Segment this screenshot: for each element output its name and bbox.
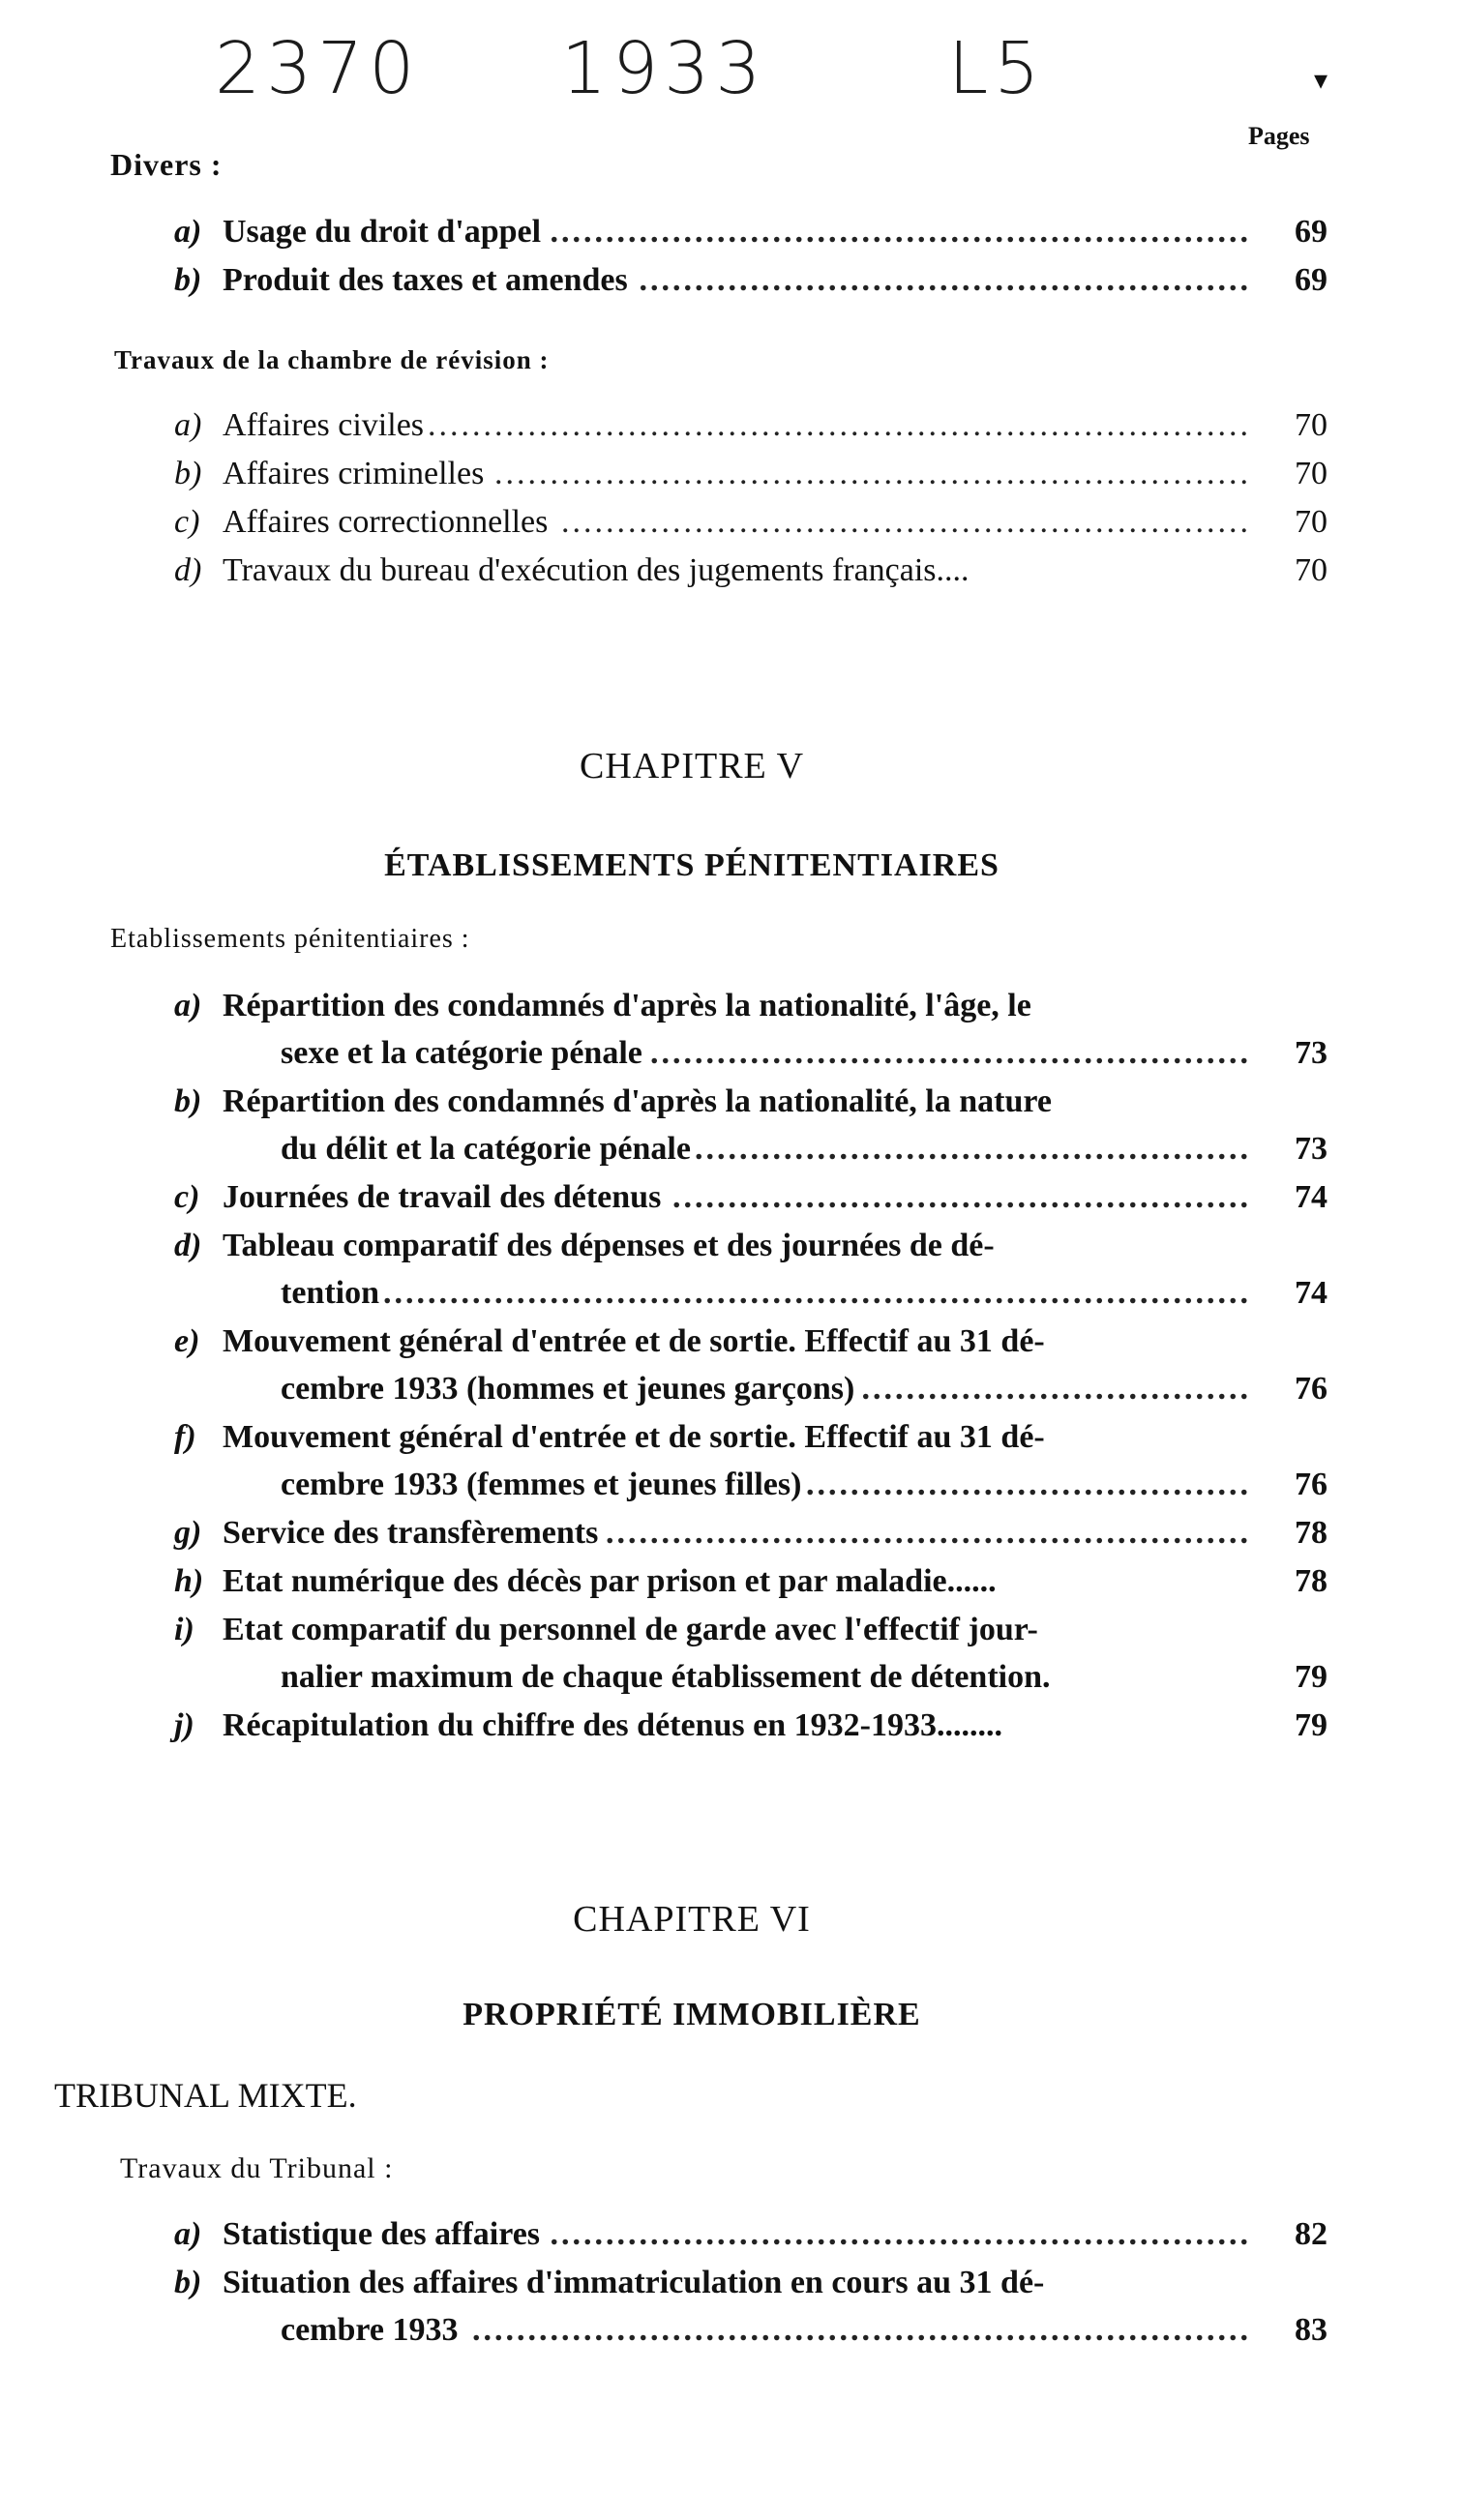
toc-letter: i)	[174, 1612, 194, 1647]
toc-page-number: 69	[1295, 262, 1328, 298]
toc-text: nalier maximum de chaque établissement de détention.	[281, 1659, 1051, 1695]
toc-line	[174, 1509, 1328, 1556]
toc-text: Travaux du bureau d'exécution des jugements français....	[223, 552, 970, 588]
toc-line	[174, 1606, 1328, 1653]
toc-entry	[174, 2210, 1328, 2258]
toc-text: cembre 1933 (hommes et jeunes garçons)	[281, 1371, 855, 1407]
chapter5-section-title: Etablissements pénitentiaires :	[110, 924, 470, 954]
toc-entry	[174, 1078, 1328, 1172]
toc-letter: c)	[174, 504, 200, 540]
chapter6-heading: CHAPITRE VI	[573, 1899, 811, 1940]
toc-text: Récapitulation du chiffre des détenus en 1932-1933........	[223, 1707, 1002, 1743]
toc-line	[174, 1702, 1328, 1749]
toc-line	[174, 2210, 1328, 2258]
leader-dots: ...................................	[861, 1371, 1251, 1407]
toc-page-number: 76	[1295, 1467, 1328, 1502]
toc-text: Statistique des affaires	[223, 2216, 541, 2252]
toc-line	[174, 2259, 1328, 2306]
toc-text: sexe et la catégorie pénale	[281, 1035, 642, 1071]
toc-page-number: 79	[1295, 1707, 1328, 1743]
leader-dots: ...............................................................	[550, 214, 1251, 250]
toc-text: Répartition des condamnés d'après la nationalité, l'âge, le	[223, 988, 1031, 1023]
toc-line	[174, 1173, 1328, 1221]
toc-letter: f)	[174, 1419, 196, 1455]
toc-entry	[174, 2259, 1328, 2354]
toc-entry	[174, 982, 1328, 1077]
toc-letter: a)	[174, 214, 202, 250]
toc-line	[174, 450, 1328, 497]
toc-line	[174, 1078, 1328, 1125]
toc-line	[174, 1318, 1328, 1365]
corner-mark: ▾	[1314, 66, 1328, 96]
toc-line	[174, 1413, 1328, 1461]
toc-line	[174, 498, 1328, 546]
toc-page-number: 78	[1295, 1515, 1328, 1551]
toc-line	[174, 208, 1328, 255]
toc-text: Mouvement général d'entrée et de sortie. Effectif au 31 dé-	[223, 1419, 1045, 1455]
leader-dots: ..................................................	[695, 1131, 1251, 1167]
toc-entry	[174, 498, 1328, 546]
toc-entry	[174, 1173, 1328, 1221]
handwritten-year: 1933	[561, 27, 767, 110]
toc-text: Produit des taxes et amendes	[223, 262, 628, 298]
toc-letter: b)	[174, 262, 202, 298]
toc-page-number: 79	[1295, 1659, 1328, 1695]
toc-letter: d)	[174, 552, 202, 588]
chapter6-subtitle: PROPRIÉTÉ IMMOBILIÈRE	[462, 1997, 921, 2032]
toc-line	[174, 1653, 1328, 1701]
toc-text: du délit et la catégorie pénale	[281, 1131, 691, 1167]
toc-page-number: 76	[1295, 1371, 1328, 1407]
toc-entry	[174, 1606, 1328, 1701]
leader-dots: ....................................................	[672, 1179, 1251, 1215]
toc-entry	[174, 208, 1328, 255]
toc-line	[174, 1222, 1328, 1269]
leader-dots: ...............................................................	[550, 2216, 1251, 2252]
toc-line	[174, 2306, 1328, 2354]
toc-text: Journées de travail des détenus	[223, 1179, 662, 1215]
toc-text: Etat comparatif du personnel de garde avec l'effectif jour-	[223, 1612, 1038, 1647]
toc-entry	[174, 1318, 1328, 1412]
toc-letter: j)	[174, 1707, 194, 1743]
toc-entry	[174, 1222, 1328, 1317]
toc-text: tention	[281, 1275, 379, 1311]
toc-text: Affaires correctionnelles	[223, 504, 549, 540]
handwritten-number: 2370	[215, 27, 421, 110]
handwritten-code: L5	[948, 27, 1046, 110]
toc-letter: b)	[174, 1083, 202, 1119]
pages-column-header: Pages	[1248, 122, 1310, 150]
leader-dots: ..............................................................................	[383, 1275, 1251, 1311]
toc-page-number: 69	[1295, 214, 1328, 250]
toc-entry	[174, 547, 1328, 594]
toc-letter: g)	[174, 1515, 202, 1551]
toc-line	[174, 1557, 1328, 1605]
toc-entry	[174, 401, 1328, 449]
revision-title: Travaux de la chambre de révision :	[114, 345, 550, 374]
toc-entry	[174, 1509, 1328, 1556]
toc-text: Mouvement général d'entrée et de sortie. Effectif au 31 dé-	[223, 1323, 1045, 1359]
toc-letter: c)	[174, 1179, 200, 1215]
toc-text: Situation des affaires d'immatriculation en cours au 31 dé-	[223, 2265, 1045, 2300]
toc-entry	[174, 450, 1328, 497]
divers-title: Divers :	[110, 147, 223, 182]
leader-dots: ..............................................................	[561, 504, 1251, 540]
toc-line	[174, 1461, 1328, 1508]
leader-dots: ..........................................................	[606, 1515, 1251, 1551]
toc-line	[174, 982, 1328, 1029]
leader-dots: .......................................................	[639, 262, 1251, 298]
toc-text: Usage du droit d'appel	[223, 214, 542, 250]
toc-page-number: 70	[1295, 456, 1328, 491]
toc-letter: d)	[174, 1228, 202, 1263]
toc-text: Service des transfèrements	[223, 1515, 599, 1551]
toc-entry	[174, 1413, 1328, 1508]
toc-page-number: 70	[1295, 552, 1328, 588]
toc-letter: b)	[174, 456, 202, 491]
leader-dots: ..........................................................................	[428, 407, 1251, 443]
toc-page-number: 73	[1295, 1131, 1328, 1167]
toc-line	[174, 547, 1328, 594]
toc-entry	[174, 1702, 1328, 1749]
toc-line	[174, 256, 1328, 304]
leader-dots: ....................................................................	[494, 456, 1251, 491]
toc-letter: a)	[174, 2216, 202, 2252]
toc-line	[174, 1125, 1328, 1172]
toc-page-number: 74	[1295, 1179, 1328, 1215]
toc-letter: b)	[174, 2265, 202, 2300]
leader-dots: ........................................	[806, 1467, 1251, 1502]
toc-text: Tableau comparatif des dépenses et des journées de dé-	[223, 1228, 995, 1263]
toc-line	[174, 401, 1328, 449]
toc-page-number: 70	[1295, 504, 1328, 540]
toc-page-number: 83	[1295, 2312, 1328, 2348]
leader-dots: ......................................................	[650, 1035, 1251, 1071]
leader-dots: ......................................................................	[472, 2312, 1251, 2348]
toc-page-number: 70	[1295, 407, 1328, 443]
toc-letter: e)	[174, 1323, 200, 1359]
toc-letter: a)	[174, 407, 202, 443]
chapter5-heading: CHAPITRE V	[579, 746, 805, 786]
toc-text: cembre 1933 (femmes et jeunes filles)	[281, 1467, 802, 1502]
toc-line	[174, 1365, 1328, 1412]
chapter6-section-title: Travaux du Tribunal :	[120, 2152, 394, 2184]
toc-text: Etat numérique des décès par prison et par maladie......	[223, 1563, 997, 1599]
toc-line	[174, 1269, 1328, 1317]
tribunal-title: TRIBUNAL MIXTE.	[54, 2076, 357, 2115]
toc-letter: a)	[174, 988, 202, 1023]
toc-text: Répartition des condamnés d'après la nationalité, la nature	[223, 1083, 1052, 1119]
toc-line	[174, 1029, 1328, 1077]
toc-page-number: 74	[1295, 1275, 1328, 1311]
toc-letter: h)	[174, 1563, 204, 1599]
toc-page-number: 82	[1295, 2216, 1328, 2252]
toc-text: cembre 1933	[281, 2312, 459, 2348]
toc-text: Affaires civiles	[223, 407, 425, 443]
toc-entry	[174, 1557, 1328, 1605]
toc-text: Affaires criminelles	[223, 456, 485, 491]
chapter5-subtitle: ÉTABLISSEMENTS PÉNITENTIAIRES	[384, 847, 1000, 883]
toc-page-number: 78	[1295, 1563, 1328, 1599]
toc-entry	[174, 256, 1328, 304]
toc-page-number: 73	[1295, 1035, 1328, 1071]
